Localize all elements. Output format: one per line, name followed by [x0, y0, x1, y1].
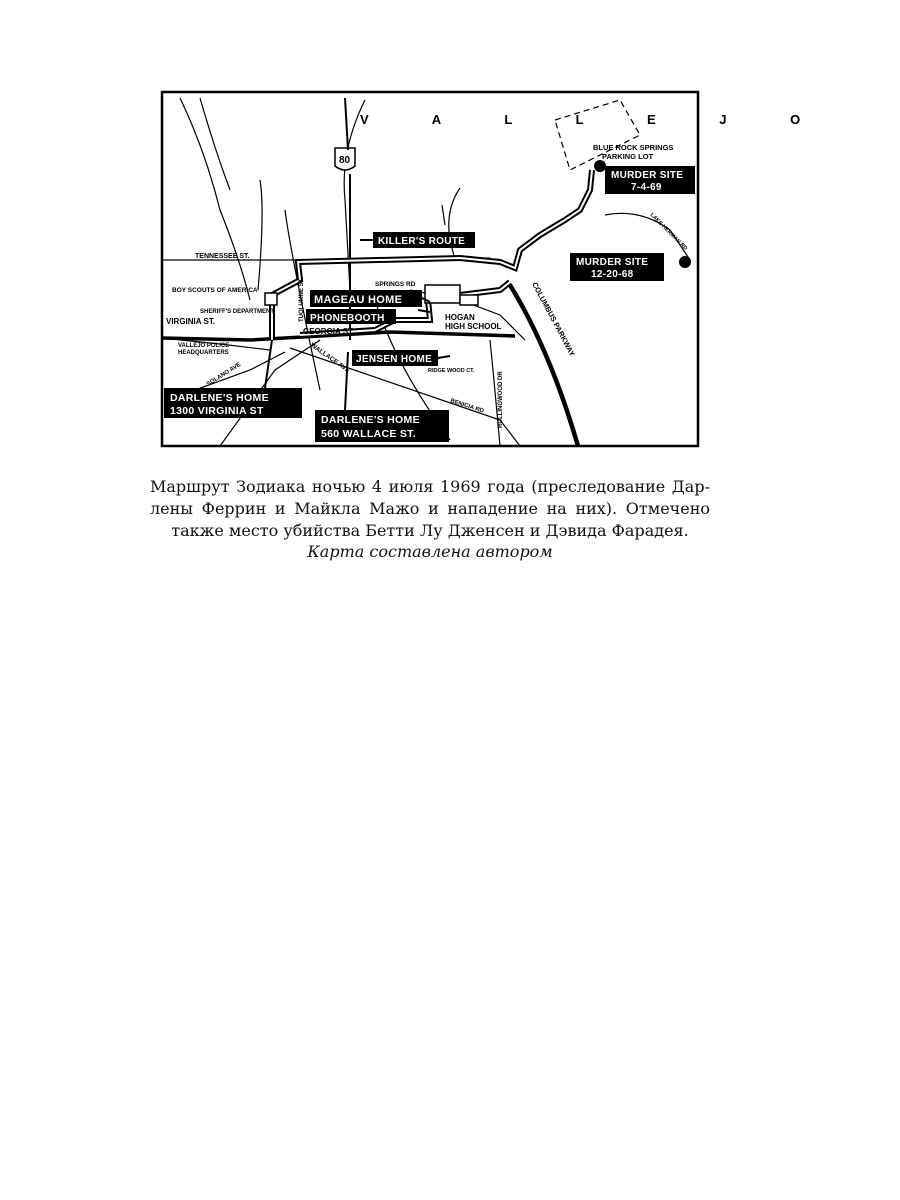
svg-text:80: 80 — [339, 155, 351, 166]
tennessee-street-label: TENNESSEE ST. — [195, 253, 250, 260]
sheriff-label: SHERIFF'S DEPARTMENT — [200, 309, 274, 315]
boy-scouts-label: BOY SCOUTS OF AMERICA — [172, 287, 258, 294]
virginia-street-label: VIRGINIA ST. — [166, 317, 216, 326]
callout-jensen-home — [352, 350, 438, 366]
callout-murder-site-1968 — [570, 253, 664, 281]
hogan-label-2: HIGH SCHOOL — [445, 322, 502, 331]
benicia-road-label: BENICIA RD — [449, 398, 485, 415]
interstate-shield — [335, 148, 355, 170]
hogan-label-1: HOGAN — [445, 313, 475, 322]
svg-text:MURDER SITE: MURDER SITE — [576, 257, 649, 268]
tuolumne-street-label: TUOLUMNE ST. — [299, 277, 305, 322]
caption-line-3: также место убийства Бетти Лу Дженсен и Дэвида Фарадея. — [171, 521, 689, 540]
svg-text:7-4-69: 7-4-69 — [631, 182, 662, 193]
lake-herman-label: LAKE HERMAN RD — [648, 212, 689, 252]
svg-text:DARLENE'S HOME: DARLENE'S HOME — [170, 392, 269, 404]
city-label: V A L L E J O — [360, 112, 831, 127]
svg-text:560 WALLACE ST.: 560 WALLACE ST. — [321, 428, 416, 440]
svg-text:MURDER SITE: MURDER SITE — [611, 170, 684, 181]
columbus-parkway-label: COLUMBUS PARKWAY — [530, 280, 577, 358]
svg-text:JENSEN HOME: JENSEN HOME — [356, 354, 433, 365]
police-label-1: VALLEJO POLICE — [178, 343, 230, 349]
blue-rock-label-2: PARKING LOT — [602, 152, 654, 161]
murder-site-1969-marker — [594, 160, 606, 172]
callout-darlene-virginia — [164, 388, 302, 418]
callout-darlene-wallace — [315, 410, 449, 442]
svg-text:12-20-68: 12-20-68 — [591, 269, 634, 280]
map-caption — [150, 476, 710, 542]
svg-text:MAGEAU HOME: MAGEAU HOME — [314, 294, 403, 306]
svg-text:1300 VIRGINIA ST: 1300 VIRGINIA ST — [170, 405, 264, 417]
police-label-2: HEADQUARTERS — [178, 350, 229, 356]
callout-murder-site-1969 — [605, 166, 695, 194]
svg-text:PHONEBOOTH: PHONEBOOTH — [310, 313, 385, 324]
caption-line-1: Маршрут Зодиака ночью 4 июля 1969 года (преследование Дар- — [150, 477, 710, 496]
georgia-street-label: GEORGIA ST. — [303, 327, 355, 336]
caption-line-2: лены Феррин и Майкла Мажо и нападение на них). Отмечено — [150, 499, 710, 518]
map-credit: Карта составлена автором — [307, 542, 553, 561]
svg-text:DARLENE'S HOME: DARLENE'S HOME — [321, 414, 420, 426]
callout-killers-route — [373, 232, 475, 248]
route-map — [160, 90, 831, 448]
callout-mageau-home — [310, 290, 422, 307]
springs-road-label: SPRINGS RD — [375, 281, 416, 288]
solano-avenue-label: SOLANO AVE — [205, 361, 243, 388]
murder-site-1968-marker — [679, 256, 691, 268]
rollingwood-label: ROLLINGWOOD DR — [498, 371, 504, 428]
ridgewood-label: RIDGE WOOD CT. — [428, 368, 475, 374]
svg-text:KILLER'S ROUTE: KILLER'S ROUTE — [378, 236, 466, 247]
blue-rock-label-1: BLUE ROCK SPRINGS — [593, 143, 674, 152]
callout-phonebooth — [306, 309, 396, 324]
wallace-avenue-label: WALLACE AVE — [308, 341, 352, 375]
